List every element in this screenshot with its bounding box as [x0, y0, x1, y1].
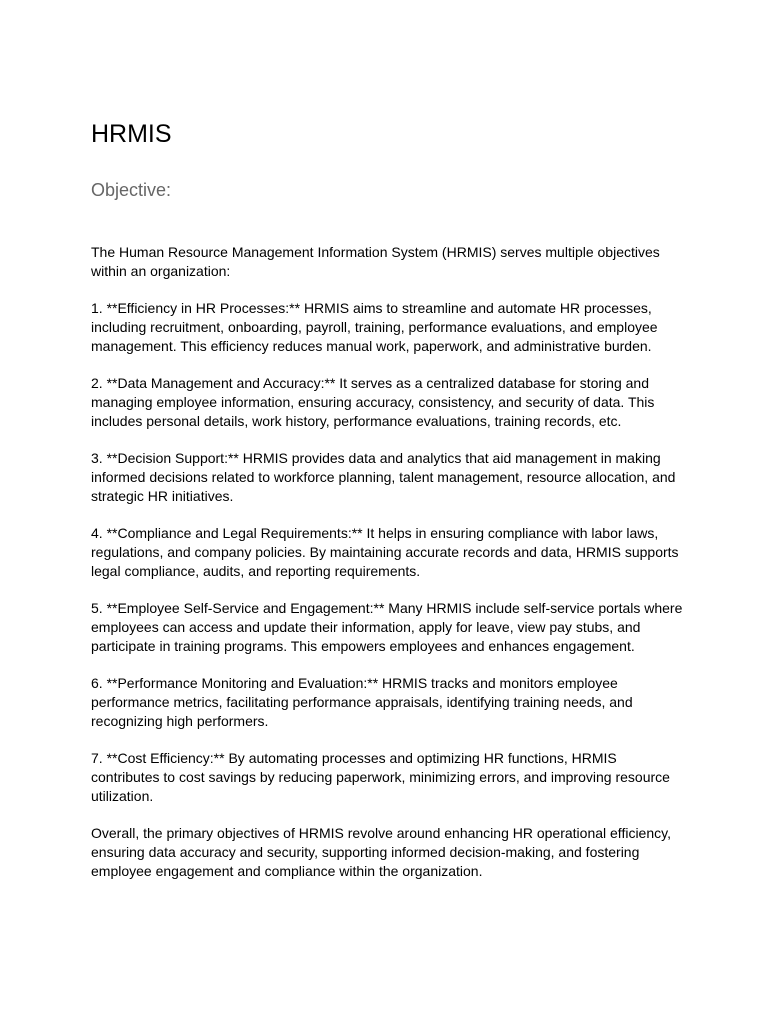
- paragraph-line: including recruitment, onboarding, payroll, training, performance evaluations, and employee: [91, 319, 658, 335]
- paragraph-line: 6. **Performance Monitoring and Evaluation:** HRMIS tracks and monitors employee: [91, 675, 618, 692]
- paragraph-line: 7. **Cost Efficiency:** By automating processes and optimizing HR functions, HRMIS: [91, 750, 617, 767]
- paragraph-line: includes personal details, work history, performance evaluations, training records, etc.: [91, 412, 622, 429]
- paragraph-line: management. This efficiency reduces manual work, paperwork, and administrative burden.: [91, 337, 652, 354]
- paragraph-line: contributes to cost savings by reducing paperwork, minimizing errors, and improving resource: [91, 769, 670, 785]
- paragraph: [91, 749, 691, 805]
- paragraph-line: performance metrics, facilitating performance appraisals, identifying training needs, and: [91, 694, 633, 710]
- paragraph: [91, 243, 691, 281]
- paragraph-line: ensuring data accuracy and security, supporting informed decision-making, and fostering: [91, 844, 640, 860]
- paragraph-line: within an organization:: [91, 262, 231, 279]
- paragraph-line: regulations, and company policies. By maintaining accurate records and data, HRMIS supports: [91, 544, 679, 560]
- paragraph-line: informed decisions related to workforce planning, talent management, resource allocation, and: [91, 469, 676, 485]
- paragraph: [91, 599, 691, 655]
- paragraph-line: employee engagement and compliance within the organization.: [91, 862, 483, 879]
- paragraph-line: strategic HR initiatives.: [91, 487, 234, 504]
- paragraph-line: Overall, the primary objectives of HRMIS revolve around enhancing HR operational efficiency,: [91, 825, 671, 842]
- document-body: [91, 243, 691, 899]
- paragraph-line: 3. **Decision Support:** HRMIS provides data and analytics that aid management in making: [91, 450, 661, 467]
- paragraph: [91, 674, 691, 730]
- paragraph-line: participate in training programs. This empowers employees and enhances engagement.: [91, 637, 635, 654]
- paragraph-line: The Human Resource Management Information System (HRMIS) serves multiple objectives: [91, 244, 660, 260]
- paragraph-line: recognizing high performers.: [91, 712, 269, 729]
- paragraph: [91, 524, 691, 580]
- paragraph-line: 1. **Efficiency in HR Processes:** HRMIS aims to streamline and automate HR processes,: [91, 300, 652, 317]
- paragraph-line: employees can access and update their information, apply for leave, view pay stubs, and: [91, 619, 641, 635]
- paragraph-line: managing employee information, ensuring accuracy, consistency, and security of data. This: [91, 394, 655, 410]
- document-title: HRMIS: [91, 120, 172, 148]
- paragraph: [91, 824, 691, 880]
- paragraph-line: 4. **Compliance and Legal Requirements:** It helps in ensuring compliance with labor laws,: [91, 525, 659, 542]
- paragraph-line: legal compliance, audits, and reporting requirements.: [91, 562, 421, 579]
- section-subtitle: Objective:: [91, 180, 172, 200]
- paragraph-line: 5. **Employee Self-Service and Engagement:** Many HRMIS include self-service portals where: [91, 600, 683, 617]
- paragraph: [91, 449, 691, 505]
- paragraph: [91, 374, 691, 430]
- paragraph: [91, 299, 691, 355]
- paragraph-line: utilization.: [91, 787, 154, 804]
- paragraph-line: 2. **Data Management and Accuracy:** It serves as a centralized database for storing and: [91, 375, 649, 392]
